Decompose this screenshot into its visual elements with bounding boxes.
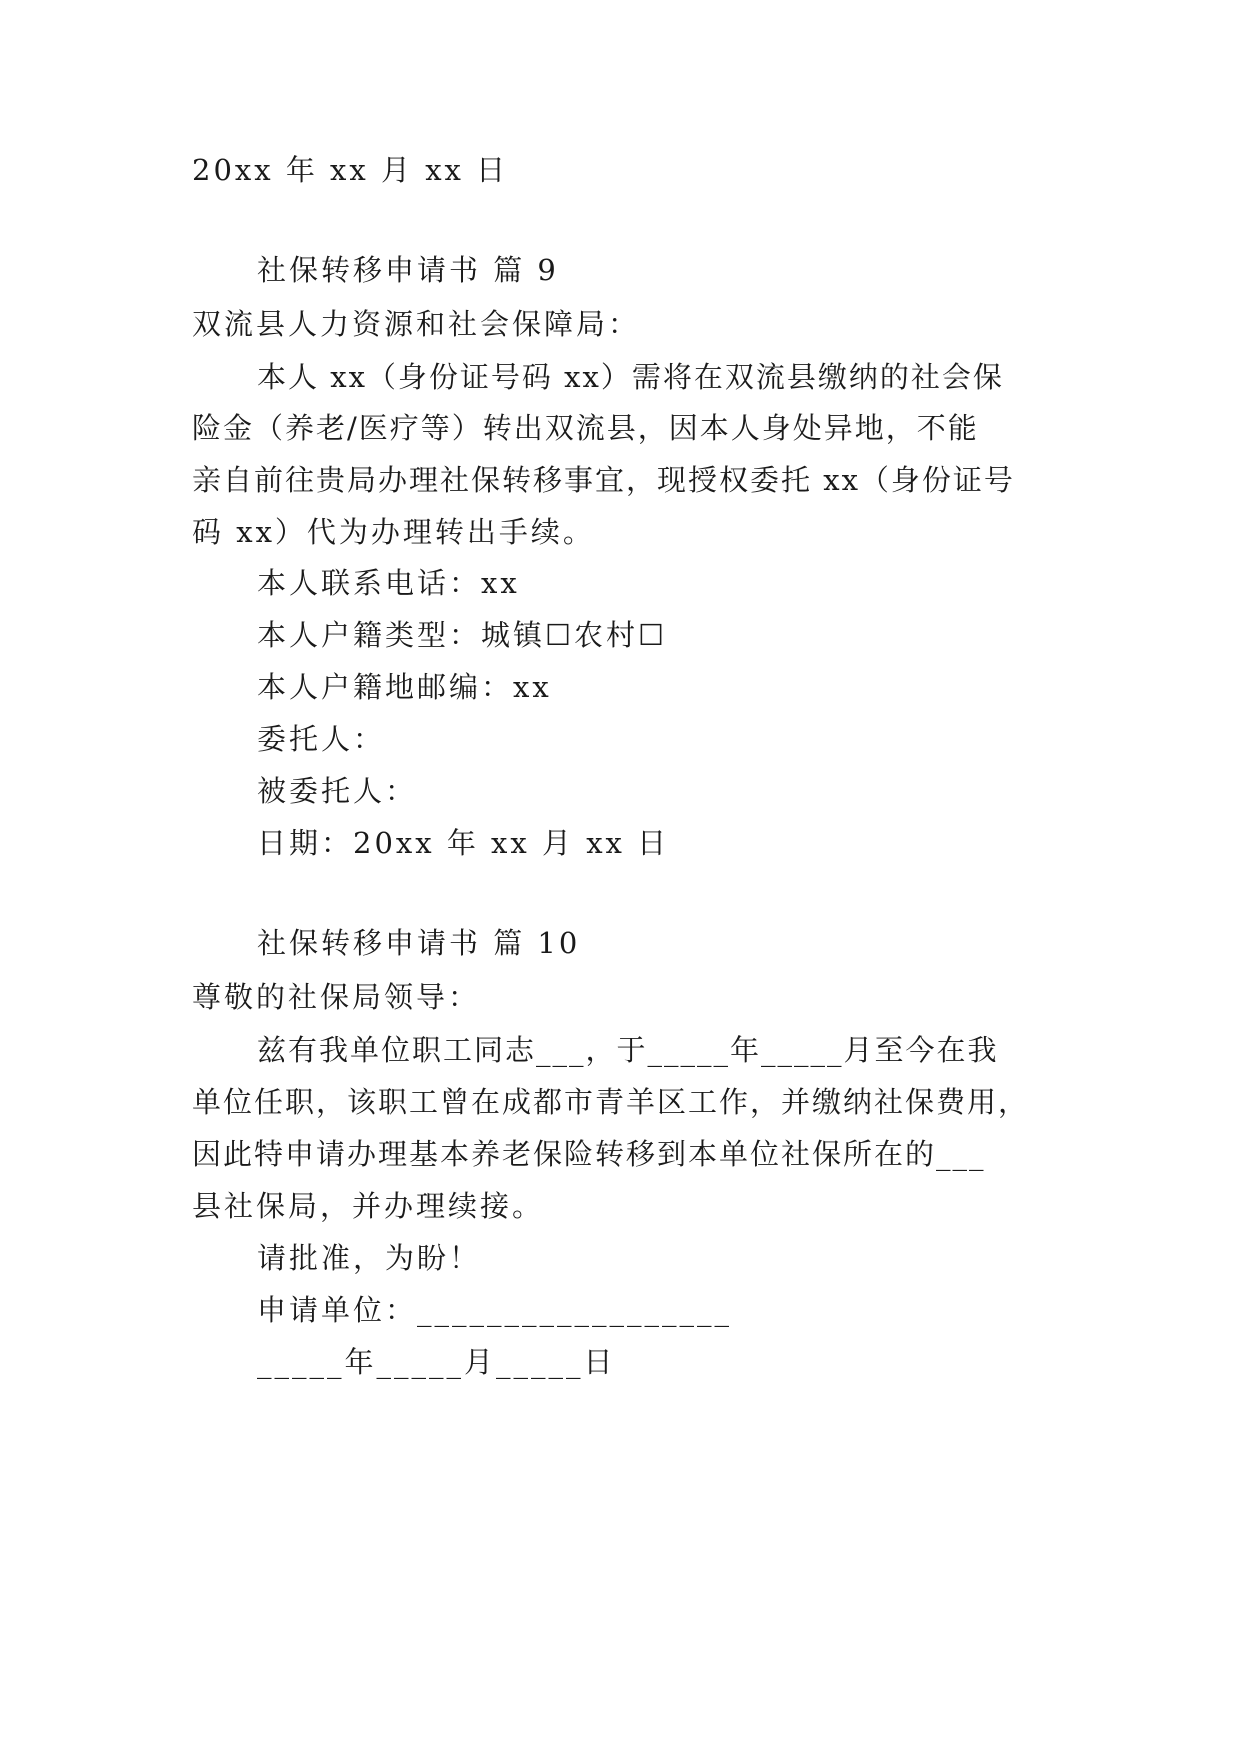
body-line-9-1: 本人 xx（身份证号码 xx）需将在双流县缴纳的社会保 <box>257 360 1004 394</box>
date-line-top: 20xx 年 xx 月 xx 日 <box>192 153 509 187</box>
section-heading-9: 社保转移申请书 篇 9 <box>257 253 559 287</box>
salutation-9: 双流县人力资源和社会保障局： <box>192 307 641 341</box>
body-line-10-2: 单位任职，该职工曾在成都市青羊区工作，并缴纳社保费用， <box>192 1085 1030 1119</box>
body-line-10-4: 县社保局，并办理续接。 <box>192 1189 545 1223</box>
agent-label: 被委托人： <box>257 774 418 808</box>
body-line-9-3: 亲自前往贵局办理社保转移事宜，现授权委托 xx（身份证号 <box>192 463 1015 497</box>
household-type: 本人户籍类型：城镇☐农村☐ <box>257 618 667 652</box>
salutation-10: 尊敬的社保局领导： <box>192 980 481 1014</box>
body-line-10-1: 兹有我单位职工同志___，于_____年_____月至今在我 <box>257 1033 999 1067</box>
household-postcode: 本人户籍地邮编：xx <box>257 670 552 704</box>
body-line-9-4: 码 xx）代为办理转出手续。 <box>192 515 595 549</box>
applicant-unit: 申请单位：__________________ <box>257 1293 733 1327</box>
date-line-9: 日期：20xx 年 xx 月 xx 日 <box>257 826 670 860</box>
section-heading-10: 社保转移申请书 篇 10 <box>257 926 581 960</box>
body-line-9-2: 险金（养老/医疗等）转出双流县，因本人身处异地，不能 <box>192 411 979 445</box>
contact-phone: 本人联系电话：xx <box>257 566 520 600</box>
date-blank-line: _____年_____月_____日 <box>257 1345 616 1379</box>
request-approval: 请批准，为盼！ <box>257 1241 482 1275</box>
body-line-10-3: 因此特申请办理基本养老保险转移到本单位社保所在的___ <box>192 1137 986 1171</box>
principal-label: 委托人： <box>257 722 386 756</box>
